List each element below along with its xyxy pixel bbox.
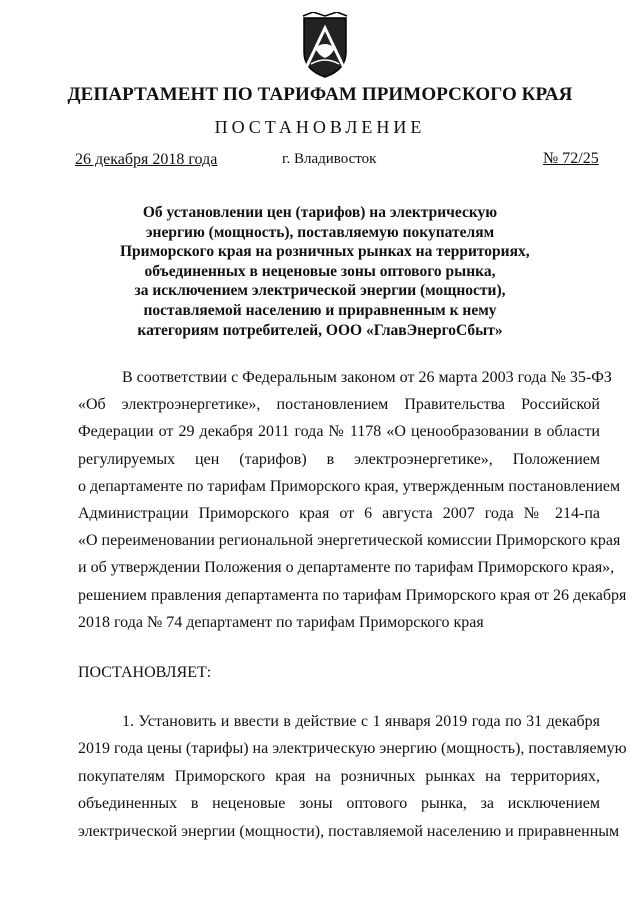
item-1: [78, 708, 627, 845]
preamble-line: регулируемых цен (тарифов) в электроэнергетике», Положением: [78, 450, 600, 468]
preamble-line: В соответствии с Федеральным законом от 26 марта 2003 года № 35-ФЗ: [122, 369, 612, 386]
subject-line: поставляемой населению и приравненным к нему: [143, 301, 497, 319]
subject-line: объединенных в неценовые зоны оптового рынка,: [144, 262, 496, 280]
decree-city: г. Владивосток: [282, 151, 377, 167]
preamble-line: «О переименовании региональной энергетической комиссии Приморского края: [78, 532, 621, 550]
preamble-line: о департаменте по тарифам Приморского края, утвержденным постановлением: [78, 477, 621, 495]
coat-of-arms-icon: [301, 12, 349, 80]
subject-line: за исключением электрической энергии (мощности),: [134, 282, 506, 300]
item-line: 2019 года цены (тарифы) на электрическую энергию (мощность), поставляемую: [78, 740, 627, 758]
resolve-heading: ПОСТАНОВЛЯЕТ:: [78, 664, 212, 681]
preamble-line: решением правления департамента по тарифам Приморского края от 26 декабря: [78, 586, 627, 604]
subject-line: категориям потребителей, ООО «ГлавЭнергоСбыт»: [137, 321, 503, 339]
decree-number: № 72/25: [543, 150, 599, 167]
preamble: [78, 364, 627, 636]
preamble-line: и об утверждении Положения о департаменте по тарифам Приморского края»,: [78, 559, 615, 577]
subject-line: Об установлении цен (тарифов) на электрическую: [142, 204, 498, 221]
item-line: электрической энергии (мощности), поставляемой населению и приравненным: [78, 822, 620, 840]
preamble-line: Администрации Приморского края от 6 августа 2007 года № 214-па: [78, 504, 600, 522]
subject-line: Приморского края на розничных рынках на территориях,: [120, 243, 530, 261]
item-line: покупателям Приморского края на розничных рынках на территориях,: [78, 767, 600, 785]
document-type: ПОСТАНОВЛЕНИЕ: [214, 117, 426, 137]
decree-date: 26 декабря 2018 года: [75, 151, 218, 168]
preamble-line: Федерации от 29 декабря 2011 года № 1178 «О ценообразовании в области: [78, 423, 600, 441]
item-line: 1. Установить и ввести в действие с 1 января 2019 года по 31 декабря: [122, 713, 600, 730]
item-line: объединенных в неценовые зоны оптового рынка, за исключением: [78, 795, 600, 813]
preamble-line: 2018 года № 74 департамент по тарифам Приморского края: [78, 613, 484, 631]
decree-subject: [120, 203, 530, 340]
preamble-line: «Об электроэнергетике», постановлением Правительства Российской: [78, 396, 600, 414]
subject-line: энергию (мощность), поставляемую покупателям: [145, 223, 495, 241]
department-title: ДЕПАРТАМЕНТ ПО ТАРИФАМ ПРИМОРСКОГО КРАЯ: [67, 84, 573, 105]
